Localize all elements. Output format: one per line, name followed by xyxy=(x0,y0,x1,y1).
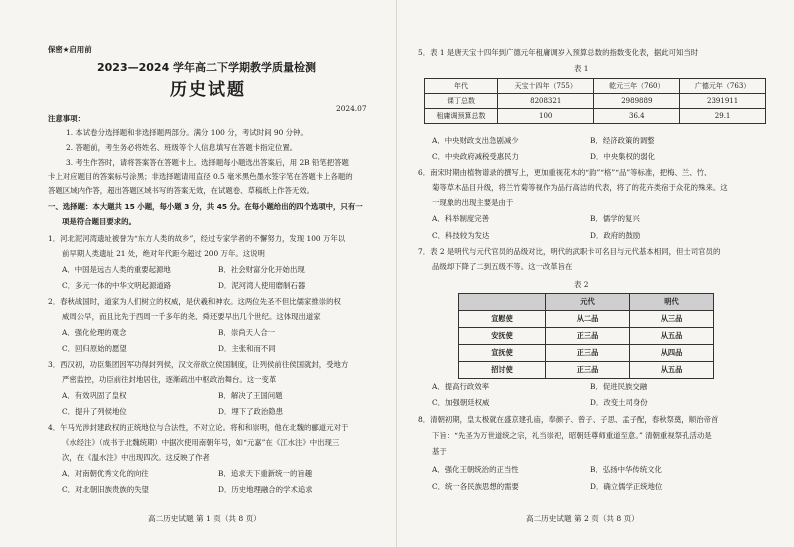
table-cell: 2391911 xyxy=(680,94,766,109)
left-page xyxy=(0,0,396,547)
table-cell: 从五品 xyxy=(630,362,714,379)
table-header-cell: 年代 xyxy=(425,79,498,94)
table-row xyxy=(459,345,714,362)
question-1-stem: 前早期人类遗址 21 处，绝对年代距今超过 200 万年。这说明 xyxy=(62,249,265,258)
question-4-stem: 4．午马光涉封建政权的正统地位与合法性，不对立论。将和和崇明，他在北魏的郦道元对于 xyxy=(48,423,349,432)
question-4-option-d: D．历史地理融合的学术追求 xyxy=(218,485,313,494)
table-row xyxy=(459,294,714,311)
table-row xyxy=(459,311,714,328)
notice-line: 1. 本试卷分选择题和非选择题两部分。满分 100 分，考试时间 90 分钟。 xyxy=(66,128,308,137)
question-4-option-c: C．对北朝旧族贵族的失望 xyxy=(62,485,149,494)
question-7-stem: 品级却下降了二到五级不等。这一改革旨在 xyxy=(432,262,573,271)
question-5-option-a: A．中央财政支出急剧减少 xyxy=(432,136,519,145)
question-3-option-a: A．有效巩固了皇权 xyxy=(62,391,127,400)
question-8-option-c: C．统一各民族思想的需要 xyxy=(432,482,519,491)
question-6-stem: 一现象的出现主要是由于 xyxy=(432,198,514,207)
question-5-option-c: C．中央政府减税受惠民力 xyxy=(432,152,519,161)
table-1-caption: 表 1 xyxy=(574,64,589,73)
table-2-caption: 表 2 xyxy=(574,280,589,289)
table-row xyxy=(425,79,766,94)
question-6-option-d: D．政府的鼓励 xyxy=(590,231,641,240)
question-8-stem: 基于 xyxy=(432,447,447,456)
exam-title: 2023—2024 学年高二下学期教学质量检测 xyxy=(97,61,317,74)
question-8-option-d: D．确立儒学正统地位 xyxy=(590,482,663,491)
question-2-option-d: D．主张和而不同 xyxy=(218,344,276,353)
question-6-option-c: C．科技较为发达 xyxy=(432,231,490,240)
question-7-stem: 7．表 2 是明代与元代官员的品级对比，明代的武职卡可名目与元代基本相同，但士司官员的 xyxy=(418,247,721,256)
question-3-stem: 3．西汉初，功臣集团因军功得封列侯，汉文帝欲立侯国制度，让列侯前往侯国就封，受地方 xyxy=(48,360,349,369)
table-2 xyxy=(458,293,714,379)
section-heading-cont: 项是符合题目要求的。 xyxy=(62,217,136,226)
table-cell: 课丁总数 xyxy=(425,94,498,109)
question-2-stem: 威周公早，而且比先于西周一千多年的尧、舜还要早出几个世纪。这体现出道家 xyxy=(62,312,321,321)
question-8-option-b: B．弘扬中华传统文化 xyxy=(590,465,662,474)
question-5-option-d: D．中央集权的弱化 xyxy=(590,152,656,161)
question-8-stem: 下旨：“先圣为万世道统之宗，礼当崇祀，昭朝廷尊师重道至意。” 清朝重视祭孔活动是 xyxy=(432,431,712,440)
question-4-stem: 《水经注》（成书于北魏统期）中据次使用南朝年号，如“元嘉”在《江水注》中出现三 xyxy=(62,438,340,447)
table-cell: 安抚使 xyxy=(459,328,546,345)
table-row xyxy=(459,328,714,345)
question-3-option-c: C．提升了列侯地位 xyxy=(62,407,127,416)
notice-line: 答题区域内作答，超出答题区域书写的答案无效，在试题卷、草稿纸上作答无效。 xyxy=(48,186,315,195)
question-7-option-a: A．提高行政效率 xyxy=(432,382,490,391)
table-row xyxy=(425,109,766,124)
question-6-stem: 菊等草木品目升级，将兰竹菊等视作为品行高洁的代表，将了的花卉类宿于众花的殊来。这 xyxy=(432,183,728,192)
table-row xyxy=(459,362,714,379)
table-1 xyxy=(424,78,766,124)
question-7-option-c: C．加强朝廷权威 xyxy=(432,398,490,407)
question-8-stem: 8．清朝初期，皇太极就在盛京建孔庙，奉颜子、曾子、子思、孟子配，春秋祭奠，顺治帝首 xyxy=(418,415,719,424)
table-cell: 从三品 xyxy=(630,311,714,328)
confidential-label: 保密★启用前 xyxy=(48,45,92,54)
table-cell: 从五品 xyxy=(630,328,714,345)
table-header-cell xyxy=(459,294,546,311)
table-cell: 29.1 xyxy=(680,109,766,124)
table-cell: 正三品 xyxy=(546,362,630,379)
right-page xyxy=(398,0,794,547)
question-2-option-b: B．崇尚天人合一 xyxy=(218,328,276,337)
table-cell: 宣慰使 xyxy=(459,311,546,328)
question-1-option-c: C．多元一体的中华文明起源道路 xyxy=(62,281,172,290)
question-1-option-a: A．中国是远古人类的重要起源地 xyxy=(62,265,171,274)
page-divider xyxy=(396,0,397,547)
question-1-stem: 1．河北泥河湾遗址被誉为“东方人类的故乡”，经过专家学者的不懈努力，发现 100 万年以 xyxy=(48,234,346,243)
question-2-option-c: C．回归原始的愿望 xyxy=(62,344,127,353)
question-6-option-a: A．科举制度完善 xyxy=(432,214,490,223)
table-header-cell: 乾元三年（760） xyxy=(594,79,680,94)
notice-line: 3. 考生作答时，请将答案答在答题卡上。选择题每小题选出答案后，用 2B 铅笔把答题 xyxy=(66,158,349,167)
question-7-option-b: B．促进民族交融 xyxy=(590,382,648,391)
section-heading: 一、选择题：本大题共 15 小题，每小题 3 分，共 45 分。在每小题给出的四个选项中，只有一 xyxy=(48,202,363,211)
exam-date: 2024.07 xyxy=(336,104,367,113)
question-8-option-a: A．强化王朝统治的正当性 xyxy=(432,465,519,474)
question-2-option-a: A．强化伦理的观念 xyxy=(62,328,127,337)
table-header-cell: 元代 xyxy=(546,294,630,311)
question-5-option-b: B．经济政策的调整 xyxy=(590,136,655,145)
table-cell: 从四品 xyxy=(630,345,714,362)
question-4-option-b: B．追求天下重新统一的旨趣 xyxy=(218,469,313,478)
table-cell: 8208321 xyxy=(498,94,594,109)
table-cell: 宣抚使 xyxy=(459,345,546,362)
notice-line: 2. 答题前，考生务必将姓名、班级等个人信息填写在答题卡指定位置。 xyxy=(66,143,298,152)
question-3-stem: 严密监控，功臣前往封地居住，逐渐疏出中枢政治舞台。这一变革 xyxy=(62,375,277,384)
table-row xyxy=(425,94,766,109)
table-cell: 36.4 xyxy=(594,109,680,124)
question-7-option-d: D．改变土司身份 xyxy=(590,398,648,407)
question-4-option-a: A．对南朝优秀文化的向往 xyxy=(62,469,149,478)
table-header-cell: 广德元年（763） xyxy=(680,79,766,94)
table-cell: 租庸调预算总数 xyxy=(425,109,498,124)
question-1-option-b: B．社会财富分化开始出现 xyxy=(218,265,305,274)
page-footer: 高二历史试题 第 1 页（共 8 页） xyxy=(148,514,261,523)
table-cell: 正三品 xyxy=(546,345,630,362)
table-header-cell: 明代 xyxy=(630,294,714,311)
table-cell: 正三品 xyxy=(546,328,630,345)
subject-title: 历史试题 xyxy=(170,80,246,100)
notice-line: 卡上对应题目的答案标号涂黑；非选择题请用直径 0.5 毫米黑色墨水签字笔在答题卡上各题的 xyxy=(48,172,353,181)
table-cell: 100 xyxy=(498,109,594,124)
question-3-option-d: D．埋下了政治隐患 xyxy=(218,407,284,416)
question-1-option-d: D．泥河湾人使用磨制石器 xyxy=(218,281,306,290)
question-3-option-b: B．解决了王国问题 xyxy=(218,391,283,400)
question-4-stem: 次，在《温水注》中出现四次。这反映了作者 xyxy=(62,453,210,462)
table-cell: 招讨使 xyxy=(459,362,546,379)
table-cell: 2989889 xyxy=(594,94,680,109)
question-5-stem: 5．表 1 是唐天宝十四年到广德元年租庸调岁入预算总数的指数变化表，据此可知当时 xyxy=(418,48,699,57)
question-6-stem: 6．南宋时期由植物谱录的撰写上，更加重视花木的“韵”“格”“品”等标准，把梅、兰、竹、 xyxy=(418,168,712,177)
table-cell: 从二品 xyxy=(546,311,630,328)
notice-title: 注意事项： xyxy=(48,114,85,123)
question-6-option-b: B．儒学的复兴 xyxy=(590,214,640,223)
table-header-cell: 天宝十四年（755） xyxy=(498,79,594,94)
question-2-stem: 2．春秋战国时，道家为人们树立的权威，是伏羲和神农。这两位先圣不但比儒家推崇的权 xyxy=(48,297,341,306)
page-footer: 高二历史试题 第 2 页（共 8 页） xyxy=(526,514,639,523)
